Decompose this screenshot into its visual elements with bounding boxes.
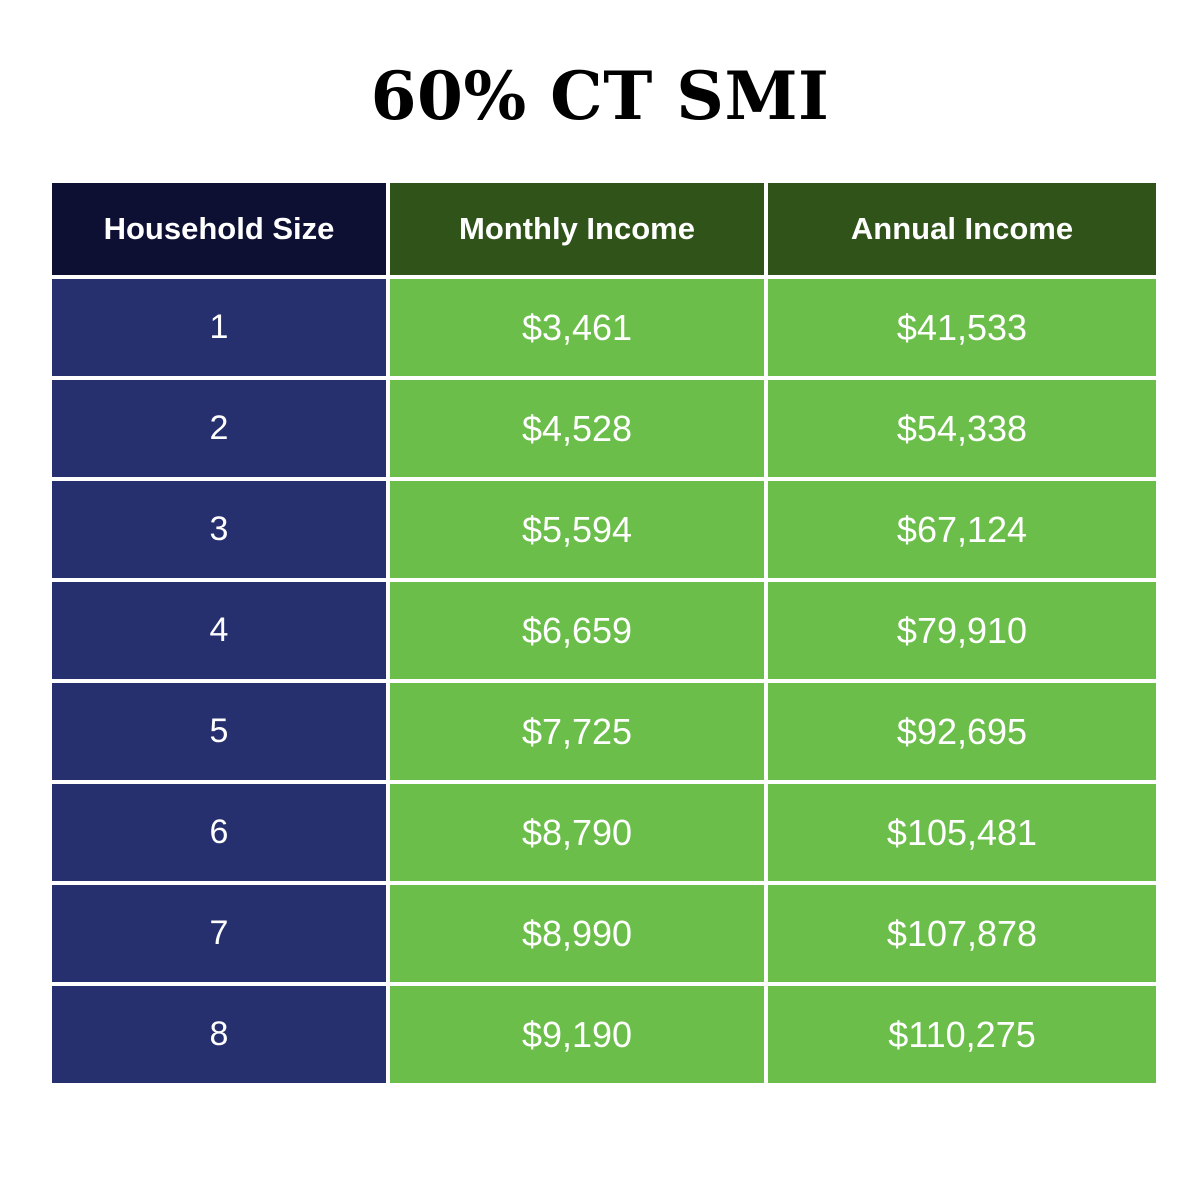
cell-household-size: 2 xyxy=(52,380,386,477)
column-header-annual-income: Annual Income xyxy=(768,183,1156,275)
cell-annual-income: $92,695 xyxy=(768,683,1156,780)
table-row xyxy=(52,986,1156,1083)
cell-annual-income: $79,910 xyxy=(768,582,1156,679)
cell-monthly-income: $6,659 xyxy=(390,582,764,679)
cell-household-size: 8 xyxy=(52,986,386,1083)
cell-monthly-income: $7,725 xyxy=(390,683,764,780)
cell-household-size: 3 xyxy=(52,481,386,578)
page-title: 60% CT SMI xyxy=(370,57,830,135)
table-row xyxy=(52,683,1156,780)
cell-monthly-income: $8,790 xyxy=(390,784,764,881)
table-row xyxy=(52,885,1156,982)
cell-household-size: 6 xyxy=(52,784,386,881)
cell-household-size: 4 xyxy=(52,582,386,679)
cell-annual-income: $54,338 xyxy=(768,380,1156,477)
cell-monthly-income: $4,528 xyxy=(390,380,764,477)
table-row xyxy=(52,784,1156,881)
cell-annual-income: $105,481 xyxy=(768,784,1156,881)
cell-household-size: 1 xyxy=(52,279,386,376)
table-body xyxy=(52,279,1156,1083)
income-table xyxy=(48,179,1160,1087)
table-container xyxy=(52,183,1148,1083)
cell-annual-income: $110,275 xyxy=(768,986,1156,1083)
table-header xyxy=(52,183,1156,275)
table-row xyxy=(52,279,1156,376)
cell-monthly-income: $5,594 xyxy=(390,481,764,578)
table-row xyxy=(52,380,1156,477)
cell-household-size: 5 xyxy=(52,683,386,780)
cell-household-size: 7 xyxy=(52,885,386,982)
cell-annual-income: $41,533 xyxy=(768,279,1156,376)
table-row xyxy=(52,481,1156,578)
table-header-row xyxy=(52,183,1156,275)
cell-monthly-income: $8,990 xyxy=(390,885,764,982)
cell-monthly-income: $3,461 xyxy=(390,279,764,376)
table-row xyxy=(52,582,1156,679)
cell-annual-income: $67,124 xyxy=(768,481,1156,578)
cell-monthly-income: $9,190 xyxy=(390,986,764,1083)
column-header-household-size: Household Size xyxy=(52,183,386,275)
column-header-monthly-income: Monthly Income xyxy=(390,183,764,275)
cell-annual-income: $107,878 xyxy=(768,885,1156,982)
